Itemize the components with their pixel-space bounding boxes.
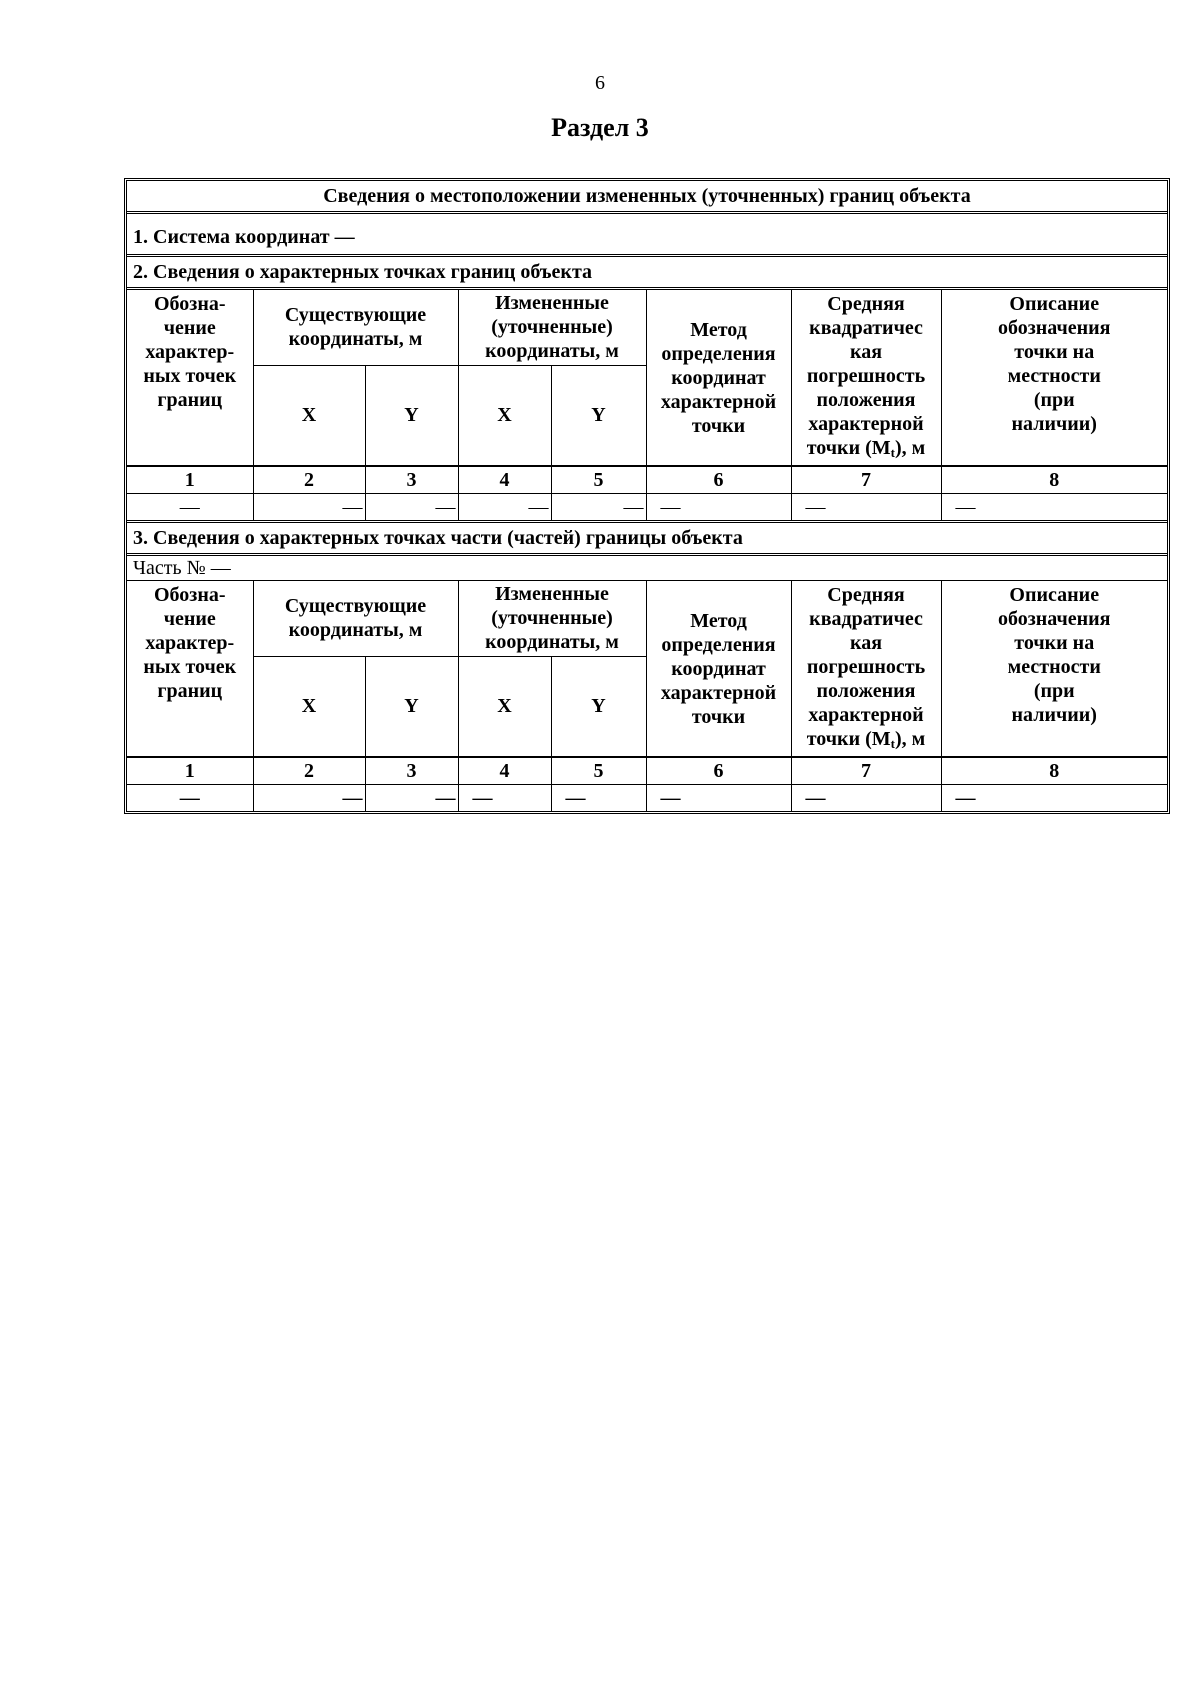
coordinate-system: 1. Система координат — xyxy=(127,214,1167,257)
col-description-header: Описание обозначения точки на местности (при наличии) xyxy=(941,290,1167,466)
col-method-header: Метод определения координат характерной точки xyxy=(646,290,791,466)
col-designation-header: Обозна- чение характер- ных точек границ xyxy=(127,581,253,757)
table-row: — — — — — — — — xyxy=(127,785,1167,812)
column-numbers-row: 1 2 3 4 5 6 7 8 xyxy=(127,757,1167,785)
col-existing-header: Существующие координаты, м xyxy=(253,290,458,365)
col-changed-header: Измененные (уточненные) координаты, м xyxy=(458,290,646,365)
col-existing-y: Y xyxy=(365,365,458,466)
col-existing-header: Существующие координаты, м xyxy=(253,581,458,656)
col-changed-x: X xyxy=(458,656,551,757)
section2-grid xyxy=(127,290,1167,520)
col-existing-x: X xyxy=(253,656,365,757)
page-number: 6 xyxy=(595,72,605,94)
table-row: — — — — — — — — xyxy=(127,494,1167,521)
part-label: Часть № — xyxy=(127,556,1167,581)
col-existing-x: X xyxy=(253,365,365,466)
section2-title: 2. Сведения о характерных точках границ объекта xyxy=(127,257,1167,290)
column-numbers-row: 1 2 3 4 5 6 7 8 xyxy=(127,466,1167,494)
col-changed-header: Измененные (уточненные) координаты, м xyxy=(458,581,646,656)
col-changed-y: Y xyxy=(551,656,646,757)
col-existing-y: Y xyxy=(365,656,458,757)
section3-title: 3. Сведения о характерных точках части (частей) границы объекта xyxy=(127,523,1167,556)
col-error-header: Средняя квадратичес кая погрешность положения характерной точки $(M_t)$, м xyxy=(791,581,941,757)
col-changed-y: Y xyxy=(551,365,646,466)
col-changed-x: X xyxy=(458,365,551,466)
table-header: Сведения о местоположении измененных (уточненных) границ объекта xyxy=(127,181,1167,214)
col-error-header: Средняя квадратичес кая погрешность положения характерной точки $(M_t)$, м xyxy=(791,290,941,466)
section3-grid xyxy=(127,581,1167,811)
col-designation-header: Обозна- чение характер- ных точек границ xyxy=(127,290,253,466)
col-method-header: Метод определения координат характерной точки xyxy=(646,581,791,757)
boundary-table xyxy=(124,178,1170,814)
col-description-header: Описание обозначения точки на местности (при наличии) xyxy=(941,581,1167,757)
section-title: Раздел 3 xyxy=(551,113,649,142)
